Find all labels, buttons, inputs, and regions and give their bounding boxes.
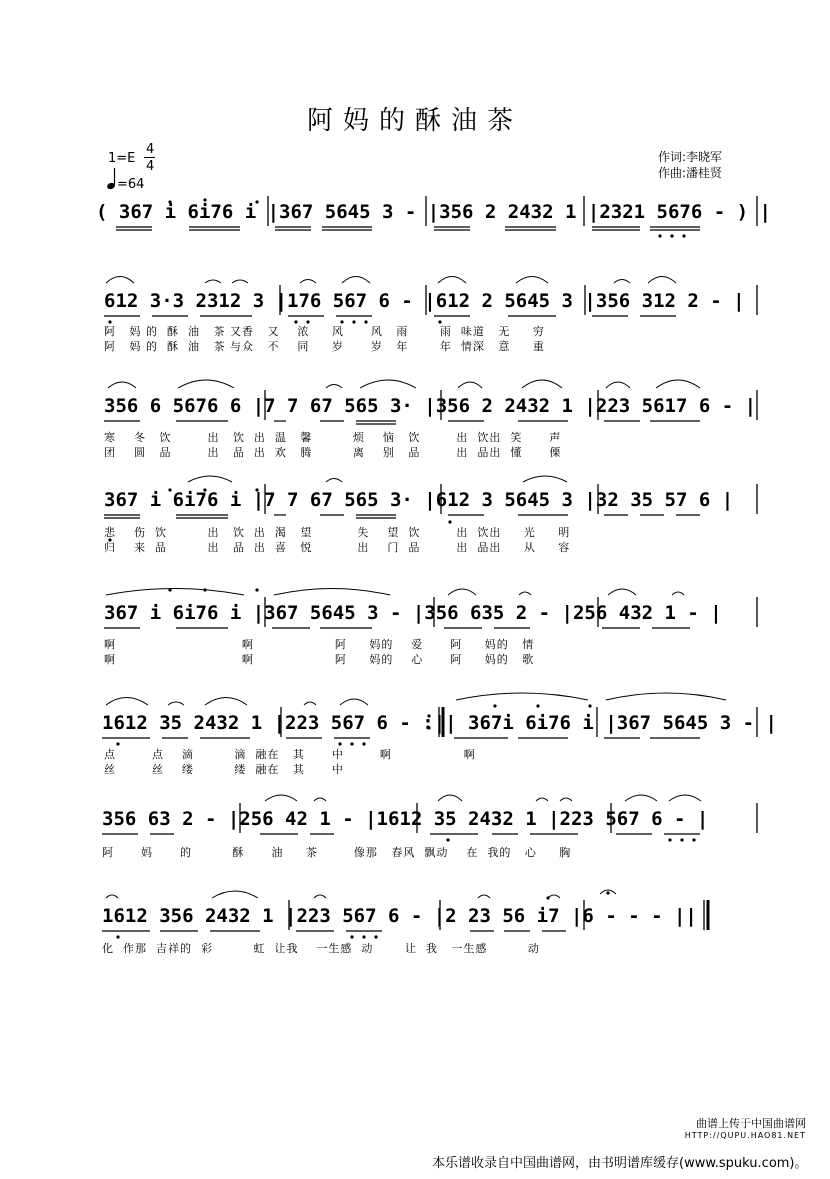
notation-row-3: 356 6 5676 6 |7 7 67 565 3· |356 2 2432 1 |223 5617 6 - | <box>104 395 757 417</box>
notation-row-7: 356 63 2 - |256 42 1 - |1612 35 2432 1 |223 567 6 - | <box>102 808 709 830</box>
notation-row-5: 367 i 6i76 i |367 5645 3 - |356 635 2 - |256 432 1 - | <box>104 602 722 624</box>
notation-row-6: 1612 35 2432 1 |223 567 6 - :|| 367i 6i76 i |367 5645 3 - | <box>102 712 777 734</box>
footer-note: 本乐谱收录自中国曲谱网，由书明谱库缓存(www.spuku.com)。 <box>432 1156 808 1171</box>
lyric-row-3-verse-1: 寒 冬 饮 出 饮 出 温 馨 烦 恼 饮 出 饮出 笑 声 <box>104 431 562 444</box>
key-signature: 1=E <box>108 151 136 166</box>
tempo-marking: =64 <box>117 177 145 192</box>
lyric-row-8-verse-1: 化 作那 吉祥的 彩 虹 让我 一生感 动 让 我 一生感 动 <box>102 942 540 955</box>
lyric-row-6-verse-1: 点 点 滴 滴 融在 其 中 啊 啊 <box>104 748 476 761</box>
lyric-row-7-verse-1: 阿 妈 的 酥 油 茶 像那 春风 飘动 在 我的 心 胸 <box>102 846 572 859</box>
time-sig-bottom: 4 <box>146 159 155 174</box>
notation-row-1: ( 367 i 6i76 i |367 5645 3 - |356 2 2432 1 |2321 5676 - ) | <box>96 201 771 223</box>
time-sig-top: 4 <box>146 142 155 157</box>
lyric-row-5-verse-1: 啊 啊 阿 妈的 爱 阿 妈的 情 <box>104 638 535 651</box>
notation-row-2: 612 3·3 2312 3 |176 567 6 - |612 2 5645 3 |356 312 2 - | <box>104 290 745 312</box>
lyric-row-6-verse-2: 丝 丝 缕 缕 融在 其 中 <box>104 763 344 776</box>
lyric-row-4-verse-1: 悲 伤 饮 出 饮 出 渴 望 失 望 饮 出 饮出 光 明 <box>104 526 571 539</box>
lyric-row-2-verse-2: 阿 妈 的 酥 油 茶 与众 不 同 岁 岁 年 年 情深 意 重 <box>104 340 545 353</box>
notation-row-8: 1612 356 2432 1 |223 567 6 - |2 23 56 i7 |6 - - - || <box>102 905 697 927</box>
composer-credit: 作曲:潘桂贤 <box>658 166 723 180</box>
lyric-row-2-verse-1: 阿 妈 的 酥 油 茶 又香 又 浓 风 风 雨 雨 味道 无 穷 <box>104 325 545 338</box>
lyric-row-4-verse-2: 归 来 品 出 品 出 喜 悦 出 门 品 出 品出 从 容 <box>104 541 571 554</box>
lyric-row-3-verse-2: 团 圆 品 出 品 出 欢 腾 离 别 品 出 品出 懂 傈 <box>104 446 562 459</box>
lyricist-credit: 作词:李晓军 <box>658 150 723 164</box>
notation-row-4: 367 i 6i76 i |7 7 67 565 3· |612 3 5645 3 |32 35 57 6 | <box>104 489 734 511</box>
footer-site-url[interactable]: HTTP://QUPU.HAO81.NET <box>684 1131 806 1140</box>
lyric-row-5-verse-2: 啊 啊 阿 妈的 心 阿 妈的 歌 <box>104 653 535 666</box>
song-title: 阿妈的酥油茶 <box>306 106 523 136</box>
footer-site-name: 曲谱上传于中国曲谱网 <box>696 1117 806 1130</box>
